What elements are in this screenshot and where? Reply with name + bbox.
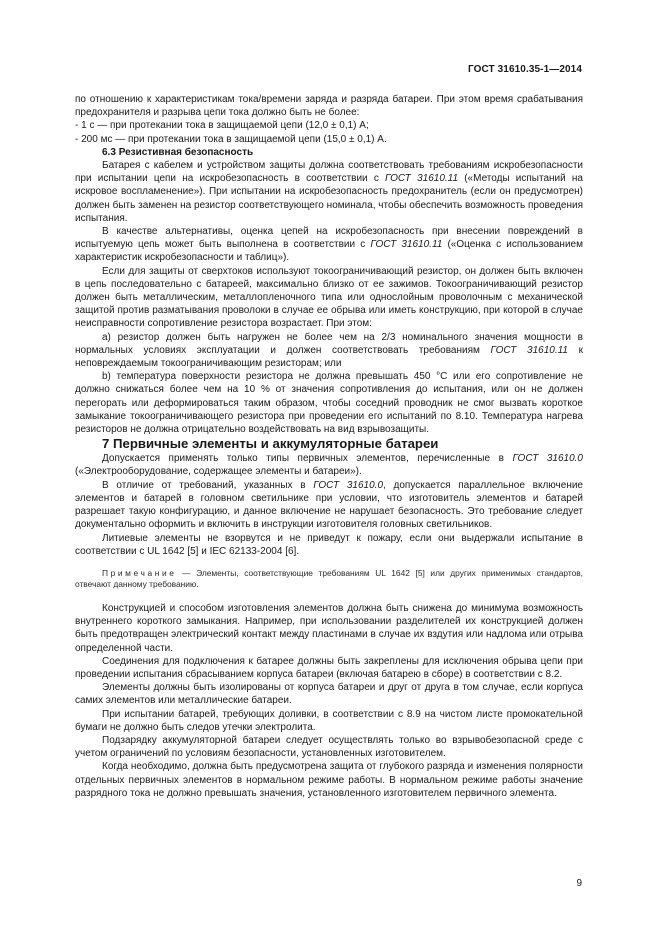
paragraph-intro: по отношению к характеристикам тока/времени заряда и разряда батареи. При этом время срабатывания предохранителя и разрыва цепи тока должно быть не более: xyxy=(75,94,583,119)
standard-reference: ГОСТ 31610.0 xyxy=(313,479,384,491)
section-heading xyxy=(75,436,583,452)
paragraph-7-2 xyxy=(75,479,583,532)
text-fragment: Батарея с кабелем и устройством защиты должна соответствовать требованиям искробезопасности при испытании цепи на искробезопасность в соответствии с xyxy=(75,160,583,185)
list-item-1s: - 1 с — при протекании тока в защищаемой цепи (12,0 ± 0,1) А; xyxy=(75,120,369,132)
paragraph-6-3-b: b) температура поверхности резистора не должна превышать 450 °С или его сопротивление не должно снижаться более чем на 10 % от значения сопротивления до испытания, или он не должен перегорать или деформироваться таким образом, чтобы соседний проводник не смог вызвать короткое замыкание токоограничивающего резистора при проведении его испытаний по 8.10. Температура нагрева резисторов не должна отрицательно воздействовать на вид взрывозащиты. xyxy=(75,371,583,436)
paragraph-7-7: При испытании батарей, требующих доливки, в соответствии с 8.9 на чистом листе промокательной бумаги не должно быть следов утечки электролита. xyxy=(75,708,583,733)
text-fragment: а) резистор должен быть нагружен не более чем на 2/3 номинального значения мощности в нормальных условиях эксплуатации и должен соответствовать требованиям xyxy=(75,331,583,356)
standard-reference: ГОСТ 31610.11 xyxy=(490,344,568,356)
subsection-number: 6.3 xyxy=(102,146,116,158)
paragraph-6-3-3: Если для защиты от сверхтоков используют токоограничивающий резистор, он должен быть включен в цепь последовательно с батареей, максимально близко от ее зажимов. Токоограничивающий резистор должен быть металлическим, металлопленочного типа или однослойным проволочным с механической защитой против разматывания проволоки в случае ее обрыва или иметь конструкцию, при которой в случае неисправности сопротивление резистора возрастает. При этом: xyxy=(75,265,583,330)
text-fragment: В отличие от требований, указанных в xyxy=(102,479,314,491)
document-body xyxy=(75,93,583,800)
note-label: Примечание xyxy=(102,567,177,578)
text-fragment: («Оценка с использованием характеристик искробезопасности и таблиц»). xyxy=(75,239,583,264)
section-title: Первичные элементы и аккумуляторные батареи xyxy=(113,436,439,452)
paragraph-7-4: Конструкцией и способом изготовления элементов должна быть снижена до минимума возможность внутреннего короткого замыкания. Например, при использовании разделителей их конструкцией должен быть предотвращен электрический контакт между пластинами в случае их вздутия или надлома или отрыва определенной части. xyxy=(75,602,583,654)
note xyxy=(75,568,583,590)
text-fragment: («Электрооборудование, содержащее элементы и батареи»). xyxy=(75,466,362,478)
paragraph-7-1 xyxy=(75,452,583,478)
paragraph-7-5: Соединения для подключения к батарее должны быть закреплены для исключения обрыва цепи при проведении испытания сбрасыванием корпуса батареи (включая батарею в сборе) в соответствии с 8.2. xyxy=(75,655,583,680)
paragraph-7-9: Когда необходимо, должна быть предусмотрена защита от глубокого разряда и изменения полярности отдельных первичных элементов в нормальном режиме работы. В нормальном режиме работы значение разрядного тока не должно превышать значения, установленного изготовителем первичного элемента. xyxy=(75,761,583,799)
section-number: 7 xyxy=(102,436,110,452)
paragraph-7-8: Подзарядку аккумуляторной батареи следует осуществлять только во взрывобезопасной среде с учетом ограничений по условиям безопасности, установленных изготовителем. xyxy=(75,734,583,760)
paragraph-7-6: Элементы должны быть изолированы от корпуса батареи и друг от друга в том случае, если корпуса самих элементов или металлические батареи. xyxy=(75,682,583,707)
standard-reference: ГОСТ 31610.0 xyxy=(512,453,583,465)
text-fragment: Допускается применять только типы первичных элементов, перечисленные в xyxy=(102,453,513,465)
text-fragment: , допускается параллельное включение элементов и батарей в головном светильнике при условии, что изготовитель элементов и батарей разрешает такую конфигурацию, и данное включение не нарушает безопасность. Это требование следует документально оформить и включить в инструкции изготовителя головных светильников. xyxy=(75,479,583,531)
paragraph-6-3-2 xyxy=(75,225,583,265)
subsection-title: Резистивная безопасность xyxy=(118,146,254,158)
paragraph-6-3-a xyxy=(75,331,583,371)
text-fragment: («Методы испытаний на искровое воспламенение»). При испытании на искробезопасность предохранитель (если он предусмотрен) должен быть заменен на резистор соответствующего номинала, чтобы обеспечить возможность проведения испытания. xyxy=(75,173,583,224)
note-text: — Элементы, соответствующие требованиям UL 1642 [5] или других применимых стандартов, отвечают данному требованию. xyxy=(75,567,583,589)
standard-reference: ГОСТ 31610.11 xyxy=(370,239,443,251)
paragraph-6-3-1 xyxy=(75,159,583,225)
standard-reference: ГОСТ 31610.11 xyxy=(385,173,459,185)
subsection-heading xyxy=(75,146,583,159)
paragraph-7-3: Литиевые элементы не взорвутся и не приведут к пожару, если они выдержали испытание в соответствии с UL 1642 [5] и IEC 62133-2004 [6]. xyxy=(75,532,583,557)
text-fragment: к неповреждаемым токоограничивающим резисторам; или xyxy=(75,344,584,370)
document-header: ГОСТ 31610.35-1—2014 xyxy=(467,64,582,75)
text-fragment: В качестве альтернативы, оценка цепей на искробезопасность при внесении повреждений в испытуемую цепь может быть выполнена в соответствии с xyxy=(75,226,583,251)
list-item-200ms: - 200 мс — при протекании тока в защищаемой цепи (15,0 ± 0,1) А. xyxy=(75,133,387,145)
page-number: 9 xyxy=(576,878,582,889)
